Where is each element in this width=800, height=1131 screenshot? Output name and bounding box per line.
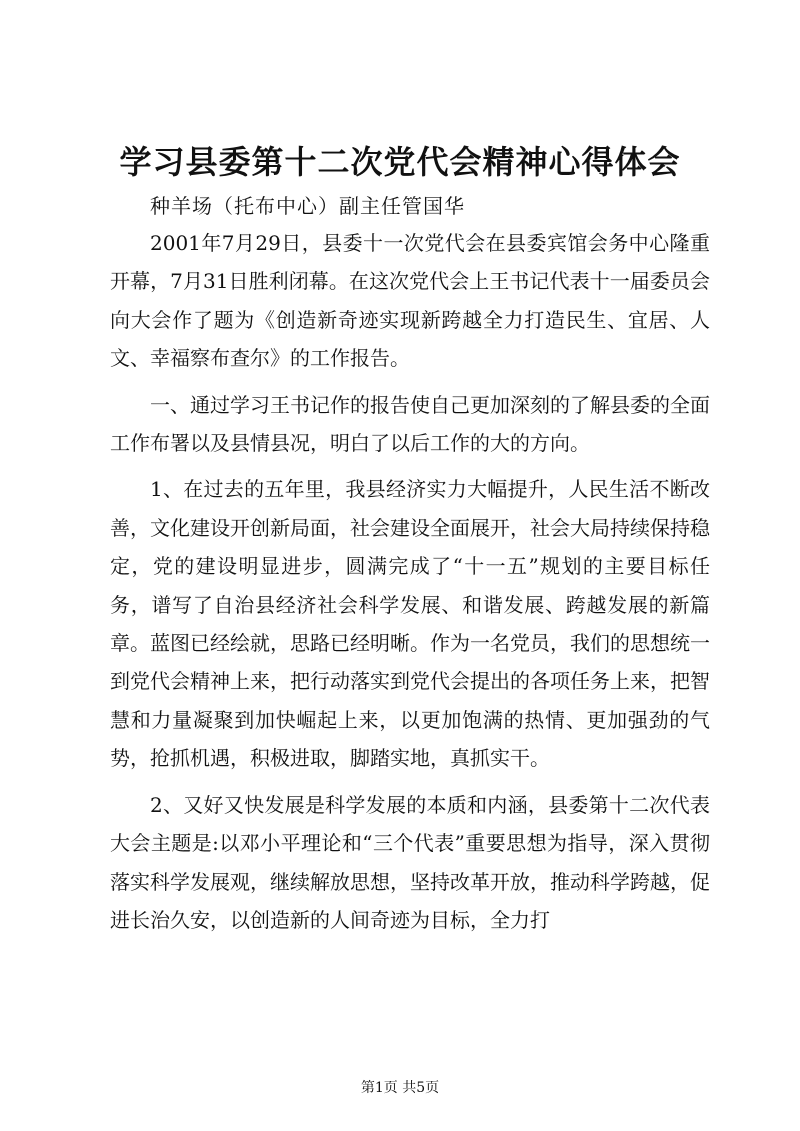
author-line: 种羊场（托布中心）副主任管国华 — [150, 194, 465, 218]
paragraph-3: 1、在过去的五年里，我县经济实力大幅提升，人民生活不断改善，文化建设开创新局面，社会建设全面展开，社会大局持续保持稳定，党的建设明显进步，圆满完成了“十一五”规划的主要目标任务，谱写了自治县经济社会科学发展、和谐发展、跨越发展的新篇章。蓝图已经绘就，思路已经明晰。作为一名党员，我们的思想统一到党代会精神上来，把行动落实到党代会提出的各项任务上来，把智慧和力量凝聚到加快崛起上来，以更加饱满的热情、更加强劲的气势，抢抓机遇，积极进取，脚踏实地，真抓实干。 — [110, 477, 710, 771]
document-title: 学习县委第十二次党代会精神心得体会 — [119, 143, 681, 181]
paragraph-2: 一、通过学习王书记作的报告使自己更加深刻的了解县委的全面工作布署以及县情县况，明白了以后工作的大的方向。 — [110, 392, 710, 456]
document-body — [110, 224, 710, 947]
paragraph-4: 2、又好又快发展是科学发展的本质和内涵，县委第十二次代表大会主题是:以邓小平理论和“三个代表”重要思想为指导，深入贯彻落实科学发展观，继续解放思想，坚持改革开放，推动科学跨越，促进长治久安，以创造新的人间奇迹为目标，全力打 — [110, 792, 710, 932]
paragraph-1: 2001年7月29日，县委十一次党代会在县委宾馆会务中心隆重开幕，7月31日胜利闭幕。在这次党代会上王书记代表十一届委员会向大会作了题为《创造新奇迹实现新跨越全力打造民生、宜居、人文、幸福察布查尔》的工作报告。 — [110, 231, 710, 371]
page-number-footer: 第1页 共5页 — [360, 1080, 440, 1096]
